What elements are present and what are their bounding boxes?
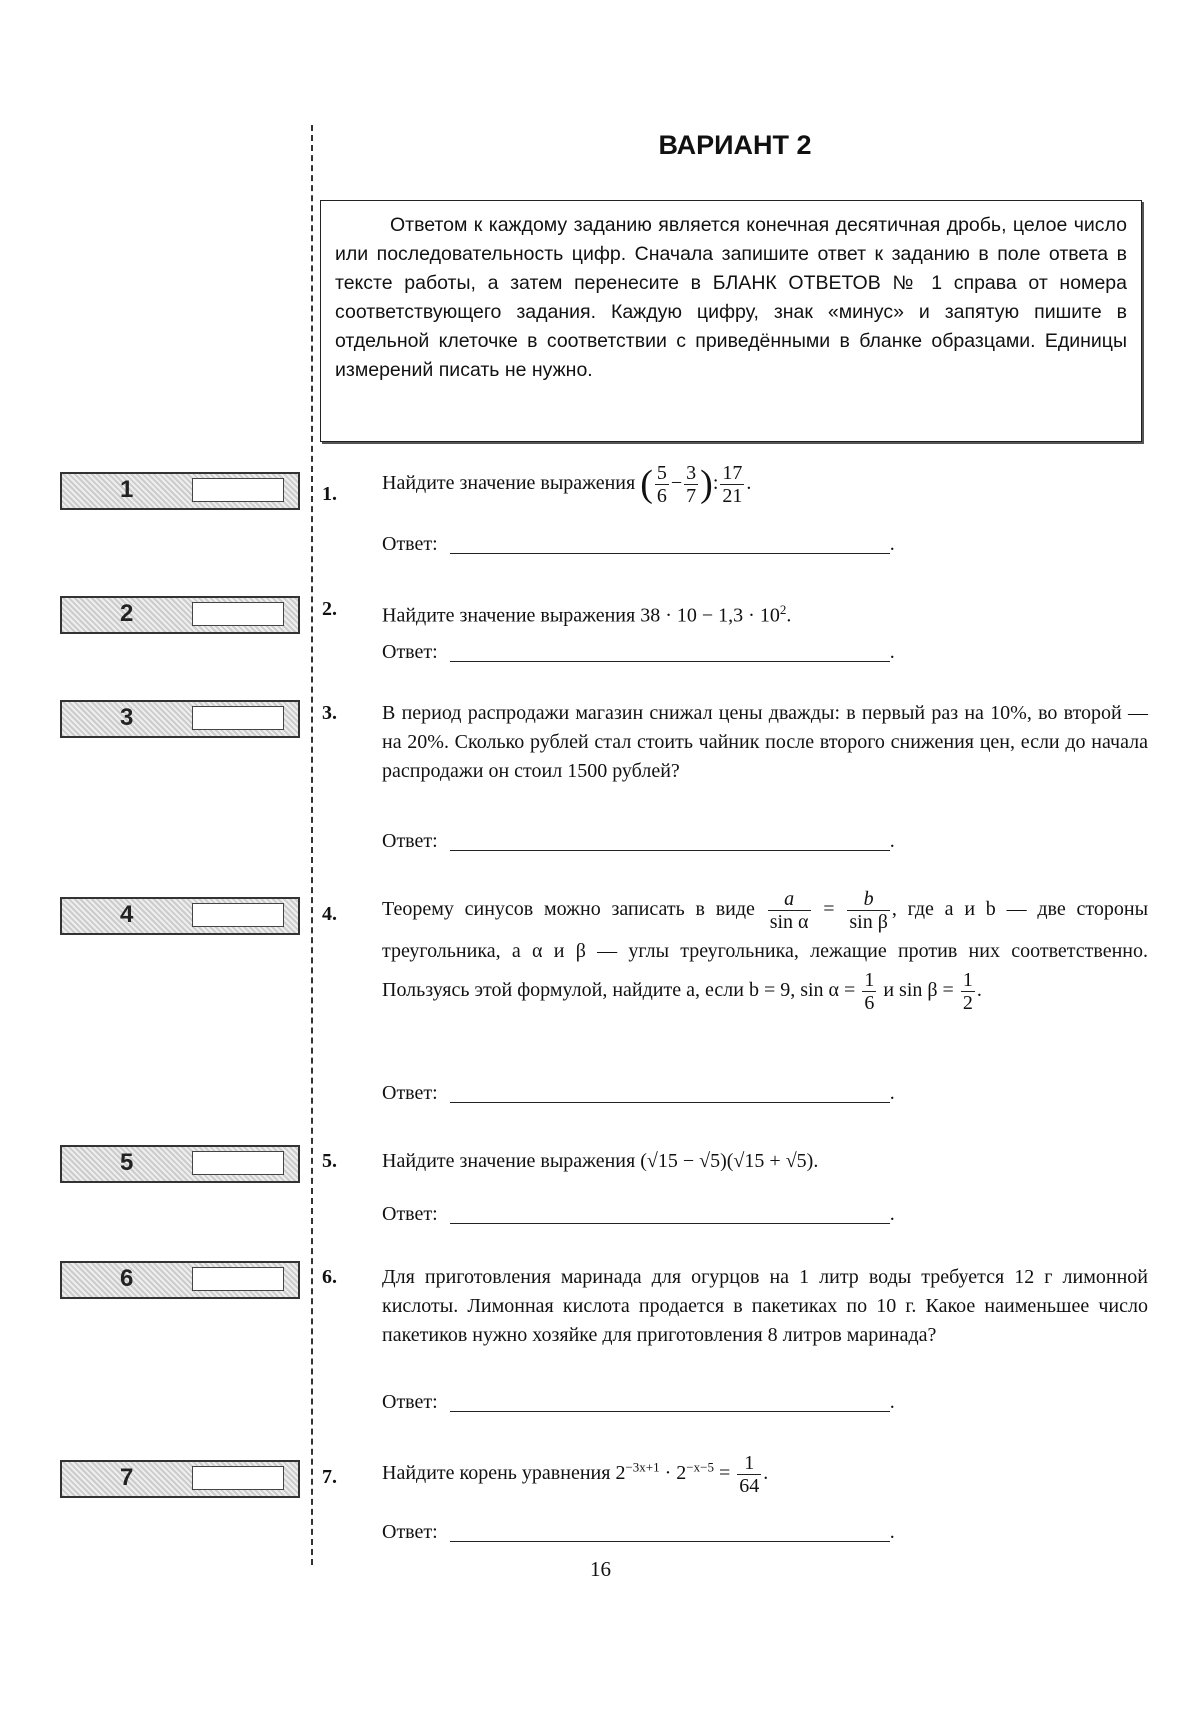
task-text: Найдите корень уравнения [382,1462,611,1485]
denominator: 21 [722,485,743,507]
task-7: 7. Найдите корень уравнения $2^{-3x+1} \cdot 2^{-x-5}$ = $\frac{1}{64}$ . [322,1452,769,1497]
denominator: 2 [962,992,973,1014]
variant-title: ВАРИАНТ 2 [658,130,812,160]
task-number: 2. [322,598,337,620]
answer-label: Ответ: [382,1521,438,1543]
exponent: 2 [779,602,787,617]
task-text: Найдите значение выражения [382,604,636,627]
task-3 [322,699,1148,786]
answer-cell[interactable] [192,1151,284,1175]
numerator: b [847,888,890,911]
answer-field-6: Ответ: . [382,1391,895,1413]
denominator: sin α [769,911,809,933]
box-number: 5 [120,1149,134,1176]
expression: (√15 − √5)(√15 + √5). [640,1150,819,1172]
answer-label: Ответ: [382,533,438,555]
task-text: две стороны треугольника, а α и β — углы треугольника, лежащие против них соответственно. Пользуясь этой формулой, найдите [382,898,1149,1002]
task-number: 1. [322,483,337,505]
answer-label: Ответ: [382,1391,438,1413]
denominator: 6 [864,992,875,1014]
answer-sample-box-7 [60,1460,300,1498]
answer-field-1: Ответ: . [382,533,895,555]
instructions-box [320,200,1142,442]
task-number: 4. [322,903,337,925]
answer-cell[interactable] [192,1267,284,1291]
answer-cell[interactable] [192,706,284,730]
task-2: 2. Найдите значение выражения $38 \cdot 10 - 1,3 \cdot 10^2$. [322,595,1148,631]
instructions-text: Ответом к каждому заданию является конечная десятичная дробь, целое число или последовательность цифр. Сначала запишите ответ к заданию в поле ответа в тексте работы, а затем перенесите в БЛАНК ОТВЕТОВ № 1 справа от номера соответствующего задания. Каждую цифру, знак «минус» и запятую пишите в отдельной клеточке в соответствии с приведёнными в бланке образцами. Единицы измерений писать не нужно. [335,214,1127,381]
numerator: 5 [656,462,667,484]
task-text: и sin β = [883,979,954,1002]
cut-line [311,125,313,1565]
task-text: Теорему синусов можно записать в виде [382,898,755,921]
numerator: a [768,888,811,911]
answer-input[interactable] [450,553,890,554]
answer-label: Ответ: [382,641,438,663]
answer-sample-box-1 [60,472,300,510]
exponent: −x−5 [686,1459,714,1475]
denominator: 64 [739,1475,760,1497]
answer-cell[interactable] [192,478,284,502]
numerator: 3 [686,462,697,484]
denominator: sin β [849,911,888,933]
task-text: Для приготовления маринада для огурцов на 1 литр воды требуется 12 г лимонной кислоты. Лимонная кислота продается в пакетиках по 10 г. Какое наименьшее число пакетиков нужно хозяйке для приготовления 8 литров маринада? [382,1266,1148,1346]
task-text: a, если b = 9, sin α = [686,979,856,1002]
task-5 [322,1147,1148,1176]
answer-field-5: Ответ: . [382,1203,895,1225]
denominator: 7 [686,485,697,507]
answer-label: Ответ: [382,830,438,852]
task-number: 7. [322,1466,337,1488]
box-number: 7 [120,1464,134,1491]
exponent: −3x+1 [625,1459,660,1475]
expression: 38 · 10 − 1,3 · 10 [640,604,780,627]
task-1: 1. Найдите значение выражения ( $\frac{5}{6}$ − $\frac{3}{7}$ ): $\frac{17}{21}$ . [322,462,752,507]
answer-cell[interactable] [192,1466,284,1490]
box-number: 2 [120,600,134,627]
answer-label: Ответ: [382,1082,438,1104]
task-number: 3. [322,702,337,724]
base: 2 [615,1462,626,1485]
base: 2 [676,1462,687,1485]
answer-input[interactable] [450,1541,890,1542]
task-number: 5. [322,1150,337,1172]
task-text: , где a и b — [891,898,1027,921]
task-number: 6. [322,1266,337,1288]
answer-sample-box-6 [60,1261,300,1299]
box-number: 1 [120,476,134,503]
task-text: В период распродажи магазин снижал цены дважды: в первый раз на 10%, во второй — на 20%. Сколько рублей стал стоить чайник после второго снижения цен, если до начала распродажи он стоил 1500 рублей? [382,702,1148,782]
answer-cell[interactable] [192,602,284,626]
numerator: 1 [962,969,973,991]
task-6 [322,1263,1148,1350]
box-number: 3 [120,704,134,731]
answer-field-7: Ответ: . [382,1521,895,1543]
answer-cell[interactable] [192,903,284,927]
answer-sample-box-4 [60,897,300,935]
answer-input[interactable] [450,850,890,851]
answer-input[interactable] [450,1411,890,1412]
box-number: 6 [120,1265,134,1292]
answer-input[interactable] [450,1223,890,1224]
task-text: Найдите значение выражения [382,472,636,495]
page-number: 16 [590,1557,611,1581]
answer-input[interactable] [450,661,890,662]
numerator: 17 [722,462,743,484]
numerator: 1 [737,1452,761,1475]
answer-sample-box-5 [60,1145,300,1183]
answer-field-4: Ответ: . [382,1082,895,1104]
answer-sample-box-2 [60,596,300,634]
task-4: 4. Теорему синусов можно записать в виде $\frac{a}{\text{sin α}}$ = $\frac{b}{\text{sin β}}$ , где a и b — две стороны треугольника, а α и β — углы треугольника, лежащие против них соответственно. Пользуясь этой формулой, найдите a, если b = 9, sin α = $\frac{1}{6}$ и sin β = $\frac{1}{2}$ . [322,888,1149,1014]
answer-label: Ответ: [382,1203,438,1225]
box-number: 4 [120,901,134,928]
task-text: Найдите значение выражения [382,1150,636,1172]
answer-input[interactable] [450,1102,890,1103]
answer-field-2: Ответ: . [382,641,895,663]
denominator: 6 [656,485,667,507]
numerator: 1 [864,969,875,991]
answer-sample-box-3 [60,700,300,738]
answer-field-3: Ответ: . [382,830,895,852]
